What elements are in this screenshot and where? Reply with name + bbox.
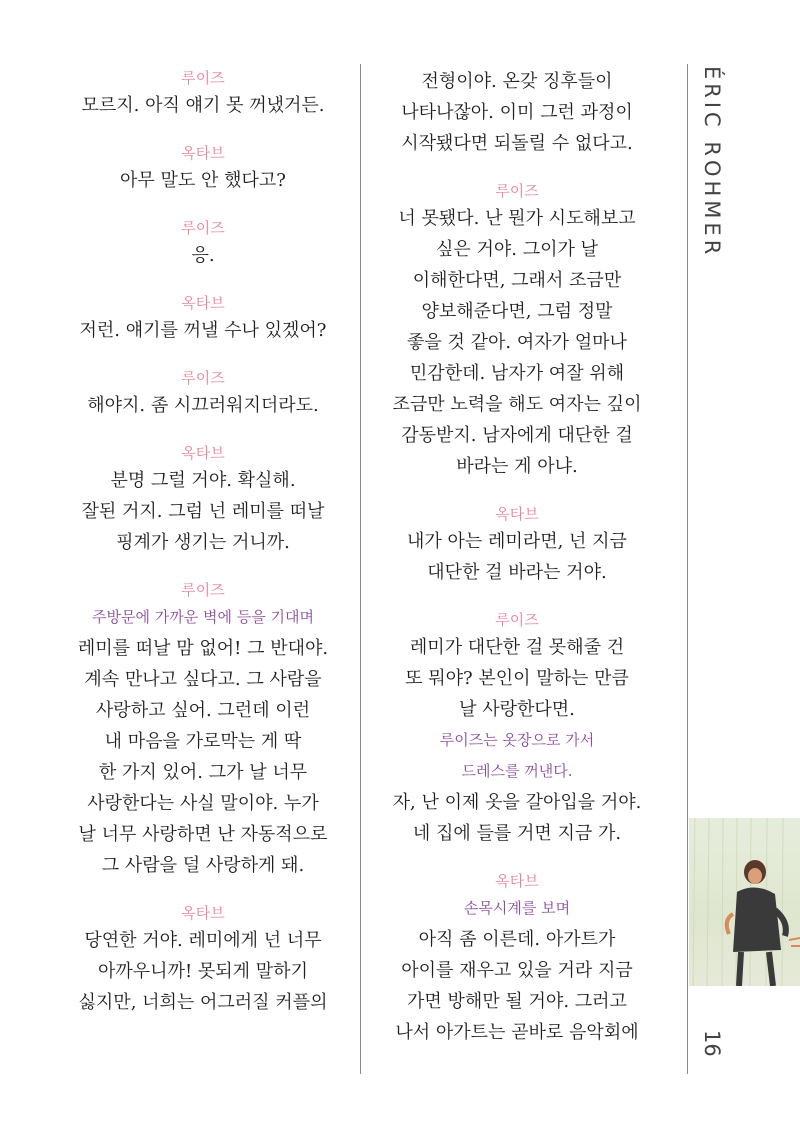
dialogue-line: 모르지. 아직 얘기 못 꺼냈거든. <box>81 95 325 116</box>
stage-direction: 드레스를 꺼낸다. <box>461 762 573 780</box>
dialogue-line: 전형이야. 온갖 징후들이 <box>421 71 613 92</box>
right-column <box>372 66 662 1048</box>
running-title-text: ÉRIC ROHMER <box>700 66 724 259</box>
speaker-name: 옥타브 <box>181 144 225 162</box>
dialogue-line: 가면 방해만 될 거야. 그러고 <box>407 991 627 1012</box>
dialogue-line: 조금만 노력을 해도 여자는 깊이 <box>392 394 642 415</box>
illustration-thumbnail <box>689 818 800 986</box>
page-number <box>700 1030 730 1057</box>
stage-direction: 주방문에 가까운 벽에 등을 기대며 <box>92 608 314 626</box>
dialogue-line: 양보해준다면, 그럼 정말 <box>421 301 613 322</box>
dialogue-line: 날 너무 사랑하면 난 자동적으로 <box>78 824 328 845</box>
stage-direction: 루이즈는 옷장으로 가서 <box>439 731 595 749</box>
speaker-name: 옥타브 <box>181 294 225 312</box>
dialogue-line: 싶은 거야. 그이가 날 <box>436 239 598 260</box>
dialogue-line: 레미를 떠날 맘 없어! 그 반대야. <box>77 638 329 659</box>
speaker-name: 옥타브 <box>181 444 225 462</box>
dialogue-line: 분명 그럴 거야. 확실해. <box>110 470 296 491</box>
dialogue-line: 응. <box>191 245 215 266</box>
dialogue-line: 나서 아가트는 곧바로 음악회에 <box>395 1022 639 1043</box>
speaker-name: 루이즈 <box>495 182 539 200</box>
dialogue-line: 사랑하고 싶어. 그런데 이런 <box>95 700 311 721</box>
dialogue-line: 감동받지. 남자에게 대단한 걸 <box>401 425 633 446</box>
speaker-name: 옥타브 <box>495 872 539 890</box>
dialogue-line: 날 사랑한다면. <box>459 699 575 720</box>
dialogue-line: 너 못됐다. 난 뭔가 시도해보고 <box>398 208 636 229</box>
dialogue-line: 해야지. 좀 시끄러워지더라도. <box>87 395 319 416</box>
speaker-name: 루이즈 <box>181 219 225 237</box>
dialogue-line: 내가 아는 레미라면, 넌 지금 <box>407 531 627 552</box>
speaker-name: 루이즈 <box>495 611 539 629</box>
dialogue-line: 한 가지 있어. 그가 날 너무 <box>98 762 308 783</box>
dialogue-line: 자, 난 이제 옷을 갈아입을 거야. <box>392 792 642 813</box>
speaker-name: 루이즈 <box>181 369 225 387</box>
speaker-name: 루이즈 <box>181 69 225 87</box>
dialogue-line: 그 사람을 덜 사랑하게 돼. <box>101 855 305 876</box>
stage-direction: 손목시계를 보며 <box>463 899 571 917</box>
dialogue-line: 레미가 대단한 걸 못해줄 건 <box>409 637 625 658</box>
speaker-name: 옥타브 <box>181 904 225 922</box>
dialogue-line: 싫지만, 너희는 어그러질 커플의 <box>78 992 328 1013</box>
dialogue-line: 민감한데. 남자가 여잘 위해 <box>409 363 625 384</box>
dialogue-line: 대단한 걸 바라는 거야. <box>427 562 607 583</box>
page-number-text: 16 <box>700 1030 724 1057</box>
illustration-figure-drawing <box>689 818 800 986</box>
dialogue-line: 또 뭐야? 본인이 말하는 만큼 <box>405 668 629 689</box>
dialogue-line: 좋을 것 같아. 여자가 얼마나 <box>407 332 627 353</box>
dialogue-line: 아직 좀 이른데. 아가트가 <box>418 929 616 950</box>
dialogue-line: 저런. 얘기를 꺼낼 수나 있겠어? <box>79 320 327 341</box>
dialogue-line: 내 마음을 가로막는 게 딱 <box>104 731 302 752</box>
dialogue-line: 나타나잖아. 이미 그런 과정이 <box>401 102 633 123</box>
dialogue-line: 시작됐다면 되돌릴 수 없다고. <box>401 133 633 154</box>
running-title <box>700 66 730 306</box>
speaker-name: 옥타브 <box>495 505 539 523</box>
dialogue-line: 사랑한다는 사실 말이야. 누가 <box>87 793 319 814</box>
dialogue-line: 잘된 거지. 그럼 넌 레미를 떠날 <box>81 501 325 522</box>
dialogue-line: 계속 만나고 싶다고. 그 사람을 <box>84 669 322 690</box>
dialogue-line: 이해한다면, 그래서 조금만 <box>412 270 622 291</box>
column-divider <box>360 64 361 1074</box>
dialogue-line: 당연한 거야. 레미에게 넌 너무 <box>84 930 322 951</box>
dialogue-line: 아무 말도 안 했다고? <box>120 170 286 191</box>
dialogue-line: 아이를 재우고 있을 거라 지금 <box>401 960 633 981</box>
left-column <box>58 66 348 1018</box>
dialogue-line: 바라는 게 아냐. <box>456 456 578 477</box>
dialogue-line: 네 집에 들를 거면 지금 가. <box>412 823 622 844</box>
dialogue-line: 핑계가 생기는 거니까. <box>116 532 290 553</box>
dialogue-line: 아까우니까! 못되게 말하기 <box>98 961 308 982</box>
margin-divider <box>687 64 688 1074</box>
speaker-name: 루이즈 <box>181 581 225 599</box>
